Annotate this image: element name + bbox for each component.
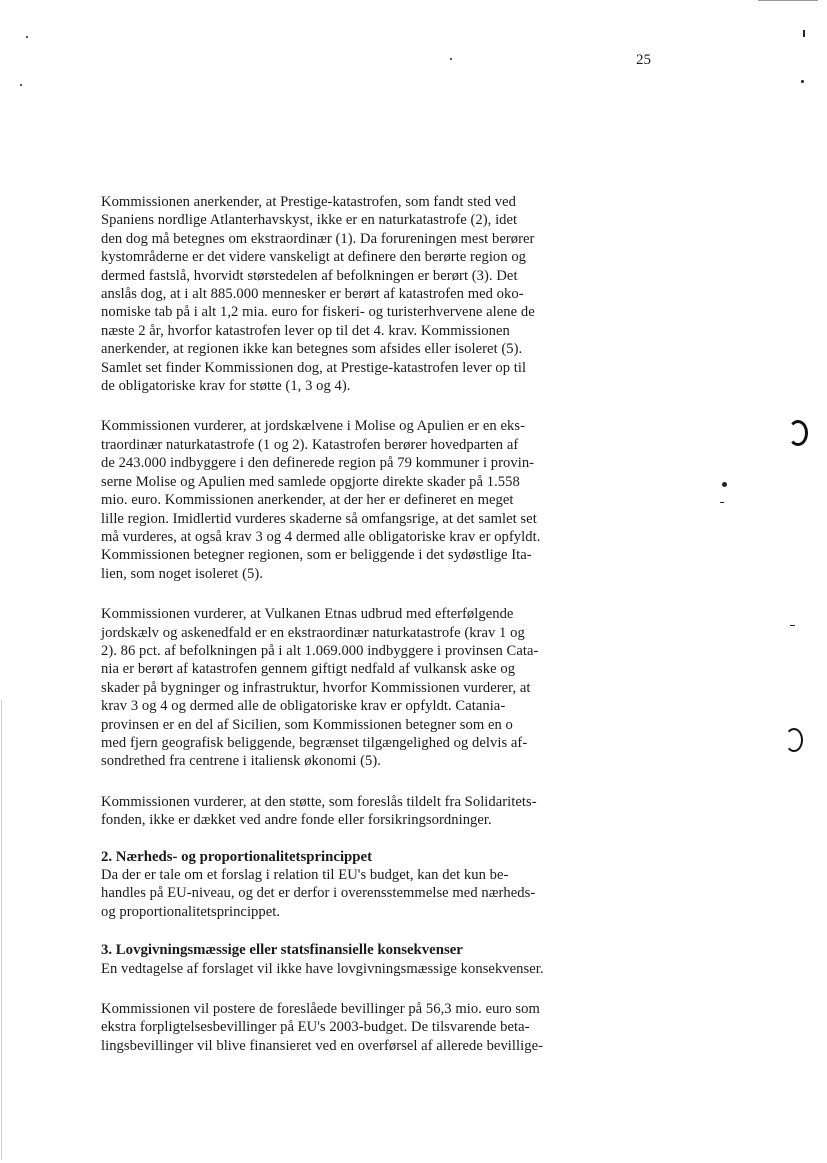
page-number: 25 (636, 52, 651, 68)
scan-speck (26, 36, 28, 38)
scan-speck (722, 482, 727, 487)
punch-hole-mark (788, 420, 808, 446)
scan-speck (790, 625, 795, 626)
scan-speck (450, 58, 452, 60)
scan-edge-line (758, 0, 818, 1)
section-3-body: En vedtagelse af forslaget vil ikke have lovgivningsmæssige konsekvenser. (101, 960, 544, 977)
paragraph-etna: Kommissionen vurderer, at Vulkanen Etnas udbrud med efterfølgende jordskælv og askenedfald er en ekstraordinær naturkatastrofe (krav 1 og 2). 86 pct. af befolkningen på i alt 1.069.000 indbyggere i provinsen Cata- nia er berørt af katastrofen gennem giftigt nedfald af vulkansk aske og skader på bygninger og infrastruktur, hvorfor Kommissionen vurderer, at krav 3 og 4 og dermed alle de obligatoriske krav er opfyldt. Catania- provinsen er en del af Sicilien, som Kommissionen betegner som en o med fjern geografisk beliggende, begrænset tilgængelighed og delvis af- sondrethed fra centrene i italiensk økonomi (5). (101, 606, 539, 770)
scan-speck (20, 84, 22, 86)
paragraph-appropriations: Kommissionen vil postere de foreslåede bevillinger på 56,3 mio. euro som ekstra forpligtelsesbevillinger på EU's 2003-budget. De tilsvarende beta- lingsbevillinger vil blive finansieret ved en overførsel af allerede bevillige- (101, 1001, 544, 1054)
section-2-heading: 2. Nærheds- og proportionalitetsprincippet (101, 848, 373, 865)
document-body (101, 193, 621, 1055)
scan-speck (720, 502, 724, 503)
paragraph-molise-apulien: Kommissionen vurderer, at jordskælvene i Molise og Apulien er en eks- traordinær naturkatastrofe (1 og 2). Katastrofen berører hovedparten af de 243.000 indbyggere i den definerede region på 79 kommuner i provin- serne Molise og Apulien med samlede opgjorte direkte skader på 1.558 mio. euro. Kommissionen anerkender, at der her er defineret en meget lille region. Imidlertid vurderes skaderne så omfangsrige, at det samlet set må vurderes, at også krav 3 og 4 dermed alle obligatoriske krav er opfyldt. Kommissionen betegner regionen, som er beliggende i det sydøstlige Ita- lien, som noget isoleret (5). (101, 418, 541, 582)
paragraph-solidarity-fund: Kommissionen vurderer, at den støtte, som foreslås tildelt fra Solidaritets- fonden, ikke er dækket ved andre fonde eller forsikringsordninger. (101, 793, 537, 829)
section-2-body: Da der er tale om et forslag i relation til EU's budget, kan det kun be- handles på EU-niveau, og det er derfor i overensstemmelse med nærheds- og proportionalitetsprincippet. (101, 867, 536, 920)
scan-left-edge (1, 700, 2, 1160)
paragraph-prestige: Kommissionen anerkender, at Prestige-katastrofen, som fandt sted ved Spaniens nordlige Atlanterhavskyst, ikke er en naturkatastrofe (2), idet den dog må betegnes om ekstraordinær (1). Da forureningen mest berører kystområderne er det videre vanskeligt at definere den berørte region og dermed fastslå, hvorvidt størstedelen af befolkningen er berørt (3). Det anslås dog, at i alt 885.000 mennesker er berørt af katastrofen med oko- nomiske tab på i alt 1,2 mia. euro for fiskeri- og turisterhvervene alene de næste 2 år, hvorfor katastrofen lever op til det 4. krav. Kommissionen anerkender, at regionen ikke kan betegnes som afsides eller isoleret (5). Samlet set finder Kommissionen dog, at Prestige-katastrofen lever op til de obligatoriske krav for støtte (1, 3 og 4). (101, 194, 535, 395)
punch-hole-mark (785, 728, 803, 752)
section-3-heading: 3. Lovgivningsmæssige eller statsfinansielle konsekvenser (101, 942, 463, 959)
scan-speck (803, 30, 805, 37)
scan-speck (801, 80, 804, 83)
